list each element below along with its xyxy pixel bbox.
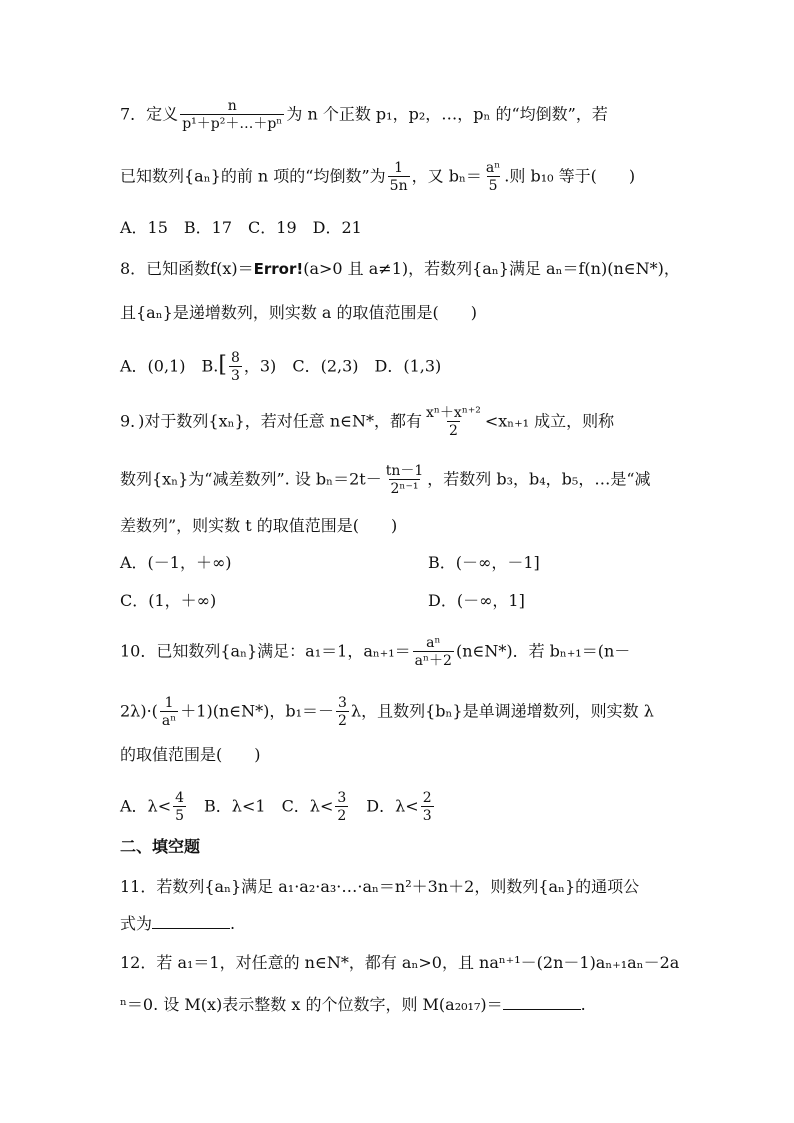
q12-line2-prefix: ⁿ＝0. 设 M(x)表示整数 x 的个位数字，则 M(a₂₀₁₇)＝ (120, 995, 503, 1014)
q10-opt-a-den: 5 (175, 808, 185, 824)
q11-line2-prefix: 式为 (120, 914, 153, 933)
q10-suffix: (n∈N*)．若 bₙ₊₁＝(n－ (455, 641, 631, 661)
q9-line2-suffix: ，若数列 b₃，b₄，b₅，…是“减 (427, 469, 651, 489)
q7-frac2-num: 1 (394, 160, 404, 176)
q10-fraction (413, 635, 454, 669)
q9-option-c: C．(1，＋∞) (120, 591, 217, 610)
q10-frac-den: aⁿ＋2 (414, 653, 452, 669)
q10-frac2-den: aⁿ (161, 713, 177, 729)
q9-line1 (120, 405, 614, 439)
q9-prefix: 9．)对于数列{xₙ}，若对任意 n∈N*，都有 (120, 411, 422, 431)
q12-line1: 12．若 a₁＝1，对任意的 n∈N*，都有 aₙ>0，且 naⁿ⁺¹－(2n－1)aₙ₊₁aₙ－2a (120, 953, 680, 972)
q8-bracket: [ (218, 352, 227, 378)
q10-line2 (120, 695, 654, 729)
q9-frac2-num: tn－1 (385, 463, 424, 479)
q9-frac2 (384, 463, 426, 497)
q7-line2-mid: ，又 bₙ＝ (411, 166, 482, 186)
q10-option-a-prefix: A．λ< (120, 796, 172, 816)
q8-option-b-frac (229, 350, 242, 384)
q7-frac3-num: aⁿ (485, 160, 501, 176)
q10-option-c-prefix: C．λ< (281, 796, 334, 816)
q10-option-d-frac (421, 790, 434, 824)
section-title: 二、填空题 (120, 837, 201, 856)
q10-opt-d-num: 2 (422, 790, 432, 806)
q9-line2 (120, 463, 651, 497)
q7-prefix: 7．定义 (120, 104, 179, 124)
q8-option-d: D．(1,3) (374, 356, 442, 376)
q7-options: A．15 B．17 C．19 D．21 (120, 218, 362, 237)
q10-line3: 的取值范围是( ) (120, 745, 261, 764)
q10-frac2 (160, 695, 178, 729)
q7-suffix: 为 n 个正数 p₁，p₂，…，pₙ 的“均倒数”，若 (286, 104, 608, 124)
q7-line2-suffix: .则 b₁₀ 等于( ) (504, 166, 636, 186)
q7-frac2-den: 5n (389, 178, 408, 194)
q12-line2-suffix: . (580, 995, 586, 1014)
q8-option-a: A．(0,1) (120, 356, 186, 376)
q7-frac-num: n (227, 98, 237, 114)
q8-opt-b-den: 3 (230, 368, 240, 384)
q9-line3: 差数列”，则实数 t 的取值范围是( ) (120, 516, 398, 535)
q9-frac-den: 2 (448, 423, 458, 439)
q7-frac2 (388, 160, 410, 194)
q10-options (120, 790, 436, 824)
q10-frac3-num: 3 (338, 695, 347, 711)
q7-line1 (120, 98, 608, 132)
q10-option-d-prefix: D．λ< (366, 796, 419, 816)
q9-fraction (424, 405, 483, 439)
q7-frac3-den: 5 (488, 178, 498, 194)
q10-opt-c-num: 3 (337, 790, 347, 806)
q10-frac2-num: 1 (164, 695, 174, 711)
q8-option-b-suffix: ，3) (243, 356, 277, 376)
q8-option-b-prefix: B. (201, 356, 219, 376)
q12-answer-blank[interactable] (503, 995, 581, 1010)
q8-option-c: C．(2,3) (292, 356, 359, 376)
q9-option-a: A．(－1，＋∞) (120, 553, 232, 572)
q9-option-d: D．(－∞，1] (428, 591, 525, 610)
q10-line2-mid: ＋1)(n∈N*)，b₁＝－ (180, 701, 335, 721)
q9-frac2-den: 2ⁿ⁻¹ (390, 481, 419, 497)
q7-frac-den: p¹＋p²＋…＋pⁿ (182, 116, 283, 132)
q7-line2-prefix: 已知数列{aₙ}的前 n 项的“均倒数”为 (120, 166, 386, 186)
q10-frac3 (336, 695, 349, 729)
q7-fraction (180, 98, 284, 132)
q10-opt-d-den: 3 (422, 808, 432, 824)
q10-option-b: B．λ<1 (204, 796, 266, 816)
q9-option-b: B．(－∞，－1] (428, 553, 540, 572)
q11-line1: 11．若数列{aₙ}满足 a₁·a₂·a₃·…·aₙ＝n²＋3n＋2，则数列{aₙ}的通项公 (120, 877, 640, 896)
q7-frac3 (484, 160, 502, 194)
q10-prefix: 10．已知数列{aₙ}满足：a₁＝1，aₙ₊₁＝ (120, 641, 411, 661)
q11-line2-suffix: . (230, 914, 236, 933)
q10-line2-suffix: λ，且数列{bₙ}是单调递增数列，则实数 λ (350, 701, 654, 721)
q9-line2-prefix: 数列{xₙ}为“减差数列”. 设 bₙ＝2t－ (120, 469, 382, 489)
q9-suffix: <xₙ₊₁ 成立，则称 (484, 411, 615, 431)
q11-line2 (120, 913, 235, 935)
q7-line2 (120, 160, 635, 194)
q10-line2-prefix: 2λ)·( (120, 701, 158, 721)
q10-frac3-den: 2 (338, 713, 347, 729)
q8-prefix: 8．已知函数f(x)＝ (120, 259, 254, 278)
q8-suffix: (a>0 且 a≠1)，若数列{aₙ}满足 aₙ＝f(n)(n∈N*)， (303, 259, 680, 278)
q11-answer-blank[interactable] (152, 914, 230, 929)
q10-option-c-frac (335, 790, 348, 824)
q10-frac-num: aⁿ (426, 635, 441, 651)
q8-opt-b-num: 8 (230, 350, 240, 366)
q8-options (120, 350, 441, 384)
q12-line2 (120, 994, 586, 1016)
q10-option-a-frac (173, 790, 186, 824)
q10-opt-a-num: 4 (175, 790, 185, 806)
q10-line1 (120, 635, 630, 669)
q8-line1 (120, 258, 680, 280)
q8-error-text: Error! (253, 260, 304, 278)
q10-opt-c-den: 2 (337, 808, 347, 824)
q8-line2: 且{aₙ}是递增数列，则实数 a 的取值范围是( ) (120, 303, 478, 322)
q9-frac-num: xⁿ＋xⁿ⁺² (425, 405, 481, 421)
